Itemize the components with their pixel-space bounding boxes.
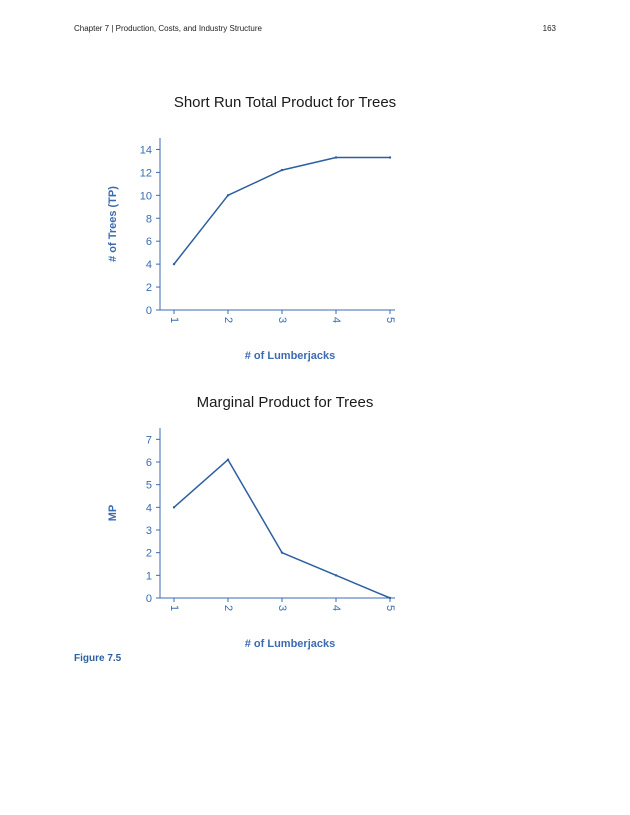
y-axis-title: # of Trees (TP) bbox=[107, 186, 119, 262]
data-point bbox=[389, 156, 391, 158]
x-tick-label: 2 bbox=[222, 316, 235, 324]
y-tick-label: 7 bbox=[145, 434, 152, 447]
y-tick-label: 6 bbox=[145, 236, 152, 249]
figure-caption: Figure 7.5 bbox=[74, 653, 122, 664]
y-tick-label: 12 bbox=[139, 167, 152, 180]
x-tick-label: 4 bbox=[330, 316, 343, 324]
data-point bbox=[335, 574, 337, 576]
total-product-chart bbox=[0, 80, 630, 380]
x-tick-label: 1 bbox=[168, 316, 181, 324]
series-line bbox=[174, 157, 390, 264]
page-header bbox=[74, 24, 556, 38]
y-tick-label: 1 bbox=[145, 570, 152, 583]
x-tick-label: 1 bbox=[168, 604, 181, 612]
y-tick-label: 8 bbox=[145, 213, 152, 226]
x-tick-label: 3 bbox=[276, 316, 289, 324]
data-point bbox=[335, 156, 337, 158]
data-point bbox=[173, 263, 175, 265]
y-tick-label: 2 bbox=[145, 547, 152, 560]
data-point bbox=[389, 597, 391, 599]
data-point bbox=[227, 194, 229, 196]
y-tick-label: 14 bbox=[139, 144, 152, 157]
y-tick-label: 10 bbox=[139, 190, 152, 203]
page-number: 163 bbox=[542, 24, 556, 33]
y-tick-label: 3 bbox=[145, 525, 152, 537]
y-axis-title: MP bbox=[107, 504, 119, 522]
data-point bbox=[227, 459, 229, 461]
marginal-product-chart bbox=[0, 380, 630, 680]
x-axis-title: # of Lumberjacks bbox=[244, 350, 336, 362]
y-tick-label: 4 bbox=[145, 259, 152, 272]
y-tick-label: 2 bbox=[145, 282, 152, 295]
chart-title: Short Run Total Product for Trees bbox=[173, 94, 397, 111]
y-tick-label: 5 bbox=[145, 479, 152, 492]
y-tick-label: 0 bbox=[145, 593, 152, 605]
data-point bbox=[281, 169, 283, 171]
series-line bbox=[174, 460, 390, 598]
data-point bbox=[281, 551, 283, 553]
data-point bbox=[173, 506, 175, 508]
x-tick-label: 4 bbox=[330, 604, 343, 612]
chart-title: Marginal Product for Trees bbox=[196, 394, 374, 411]
y-tick-label: 6 bbox=[145, 457, 152, 469]
x-tick-label: 2 bbox=[222, 604, 235, 612]
x-axis-title: # of Lumberjacks bbox=[244, 638, 336, 650]
x-tick-label: 5 bbox=[384, 316, 397, 324]
y-tick-label: 4 bbox=[145, 502, 152, 515]
x-tick-label: 5 bbox=[384, 604, 397, 612]
y-tick-label: 0 bbox=[145, 305, 152, 317]
x-tick-label: 3 bbox=[276, 604, 289, 612]
chapter-heading: Chapter 7 | Production, Costs, and Industry Structure bbox=[74, 24, 262, 33]
